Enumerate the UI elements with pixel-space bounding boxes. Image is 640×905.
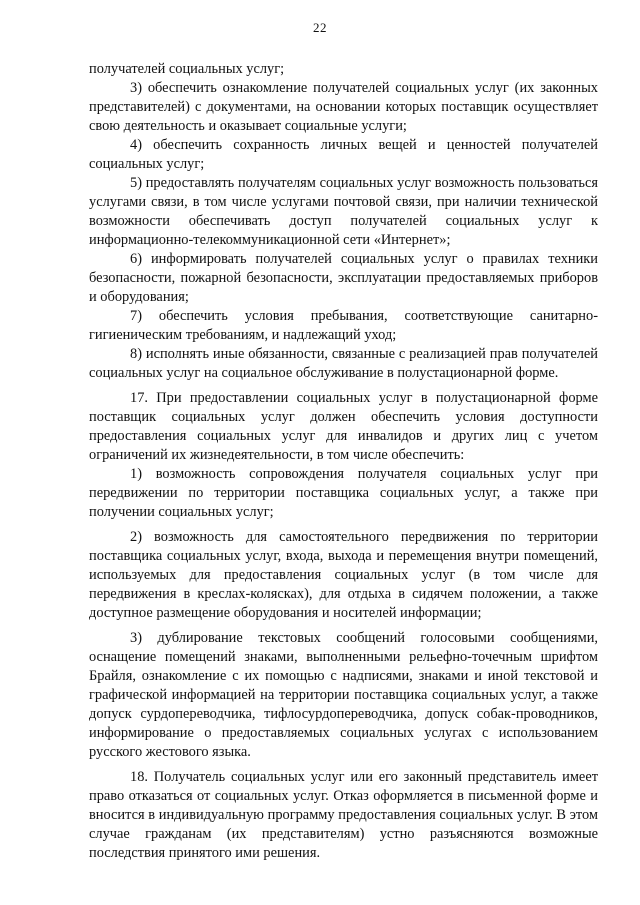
paragraph-clause-17-item-1: 1) возможность сопровождения получателя социальных услуг при передвижении по территории поставщика социальных услуг, а также при получении социальных услуг;: [89, 466, 598, 520]
paragraph-clause-17: 17. При предоставлении социальных услуг в полустационарной форме поставщик социальных услуг должен обеспечить условия доступности предоставления социальных услуг для инвалидов и других лиц с учетом ограничений их жизнедеятельности, в том числе обеспечить:: [89, 390, 598, 463]
paragraph-item-4: 4) обеспечить сохранность личных вещей и ценностей получателей социальных услуг;: [89, 137, 598, 172]
paragraph-clause-17-item-2: 2) возможность для самостоятельного передвижения по территории поставщика социальных услуг, входа, выхода и перемещения внутри помещений, используемых для предоставления социальных услуг (в том числе для передвижения в креслах-колясках), для отдыха в сидячем положении, а также доступное размещение оборудования и носителей информации;: [89, 529, 598, 621]
paragraph-item-8: 8) исполнять иные обязанности, связанные с реализацией прав получателей социальных услуг на социальное обслуживание в полустационарной форме.: [89, 346, 598, 381]
paragraph-item-3: 3) обеспечить ознакомление получателей социальных услуг (их законных представителей) с документами, на основании которых поставщик осуществляет свою деятельность и оказывает социальные услуги;: [89, 80, 598, 134]
paragraph-continuation: получателей социальных услуг;: [89, 61, 285, 77]
paragraph-item-5: 5) предоставлять получателям социальных услуг возможность пользоваться услугами связи, в том числе услугами почтовой связи, при наличии технической возможности обеспечивать доступ получателей социальных услуг к информационно-телекоммуникационной сети «Интернет»;: [89, 175, 598, 248]
page-number: 22: [313, 20, 327, 35]
paragraph-clause-18: 18. Получатель социальных услуг или его законный представитель имеет право отказаться от социальных услуг. Отказ оформляется в письменной форме и вносится в индивидуальную программу предоставления социальных услуг. В этом случае гражданам (их представителям) устно разъясняются возможные последствия принятого ими решения.: [89, 769, 598, 861]
paragraph-clause-17-item-3: 3) дублирование текстовых сообщений голосовыми сообщениями, оснащение помещений знаками, выполненными рельефно-точечным шрифтом Брайля, ознакомление с их помощью с надписями, знаками и иной текстовой и графической информацией на территории поставщика социальных услуг, а также допуск сурдопереводчика, тифлосурдопереводчика, допуск собак-проводников, информирование о предоставляемых социальных услугах с использованием русского жестового языка.: [89, 630, 598, 760]
paragraph-item-6: 6) информировать получателей социальных услуг о правилах техники безопасности, пожарной безопасности, эксплуатации предоставляемых приборов и оборудования;: [89, 251, 598, 305]
document-body: [89, 60, 598, 863]
paragraph-item-7: 7) обеспечить условия пребывания, соответствующие санитарно-гигиеническим требованиям, и надлежащий уход;: [89, 308, 598, 343]
